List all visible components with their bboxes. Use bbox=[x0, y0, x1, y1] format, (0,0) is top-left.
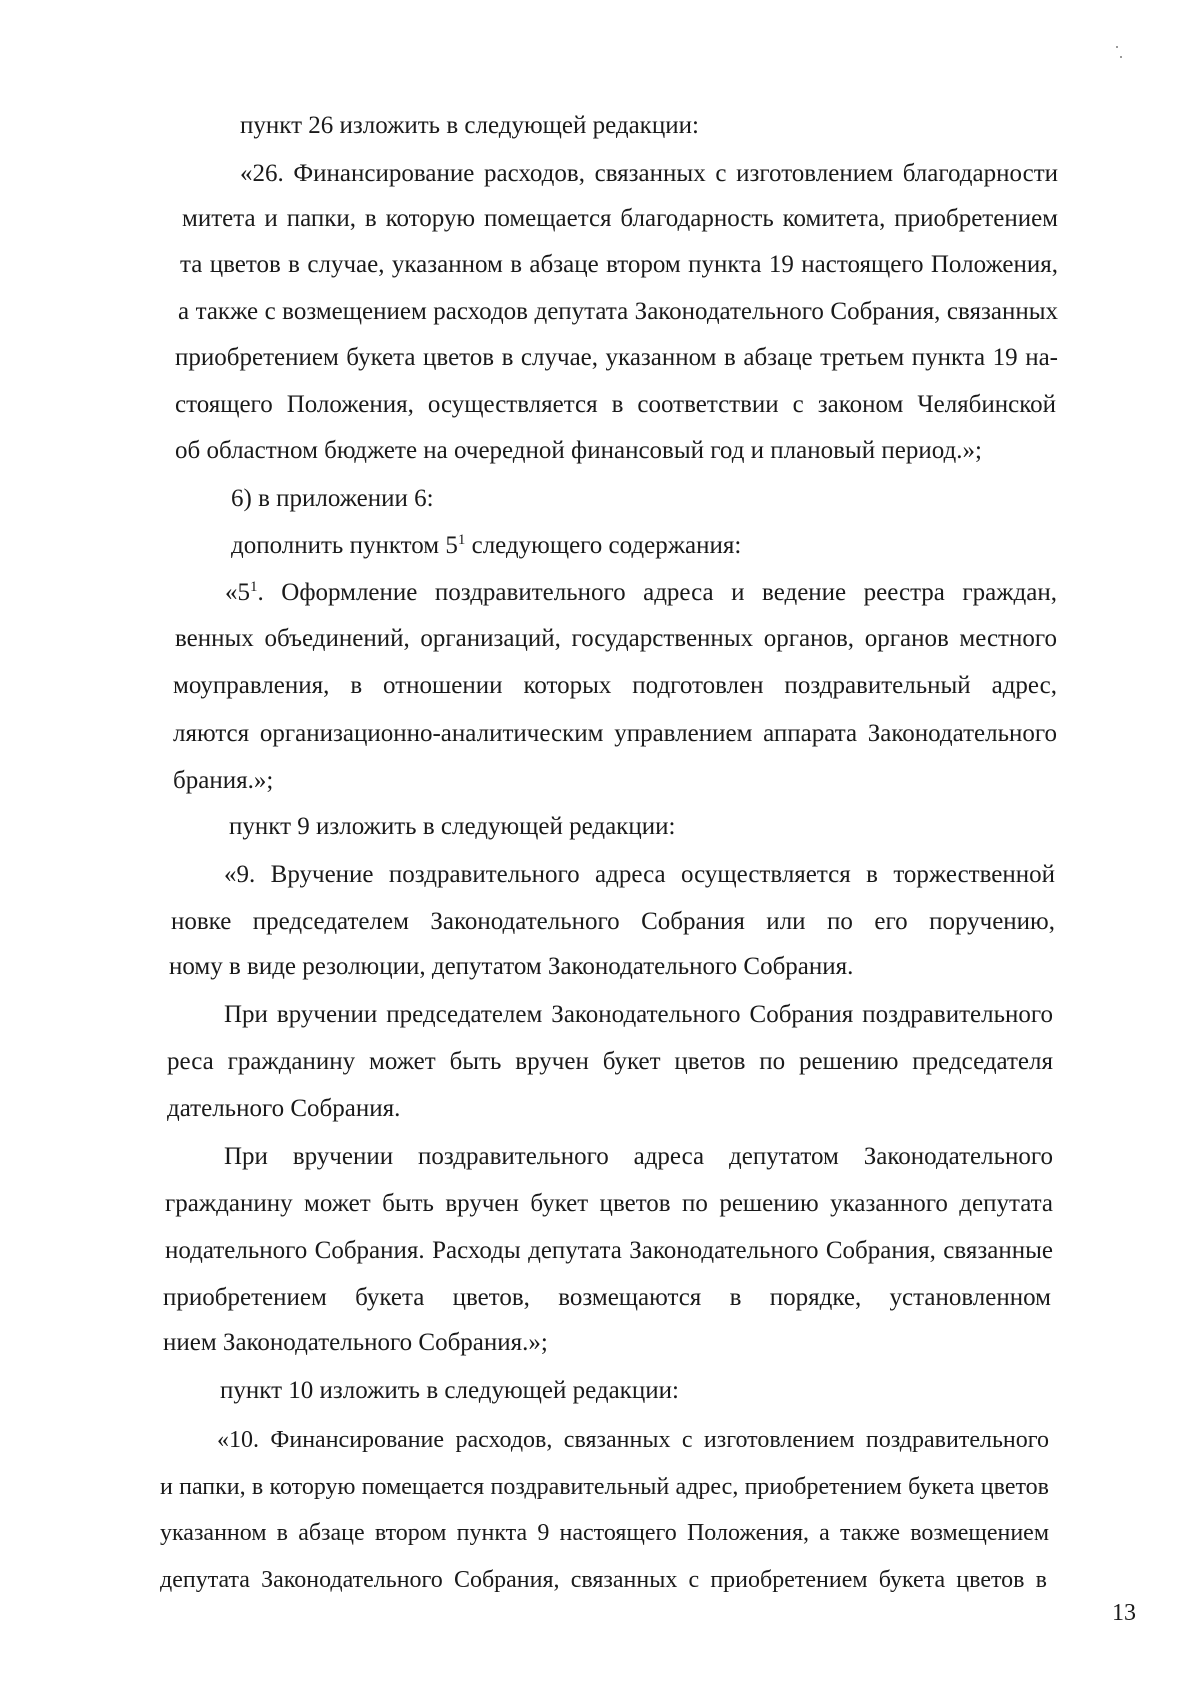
superscript: 1 bbox=[457, 532, 466, 548]
text-line: и папки, в которую помещается поздравительный адрес, приобретением букета цветов bbox=[160, 1474, 1049, 1500]
text-line: а также с возмещением расходов депутата Законодательного Собрания, связанных bbox=[178, 298, 1058, 325]
text-line: ному в виде резолюции, депутатом Законодательного Собрания. bbox=[169, 953, 854, 980]
line-text: «5 bbox=[225, 579, 250, 606]
text-line: нодательного Собрания. Расходы депутата Законодательного Собрания, связанные bbox=[165, 1237, 1053, 1264]
text-line: ляются организационно-аналитическим управлением аппарата Законодательного bbox=[173, 720, 1057, 747]
text-line: 6) в приложении 6: bbox=[231, 485, 434, 512]
line-text: следующего содержания: bbox=[465, 532, 742, 559]
text-line: При вручении поздравительного адреса депутатом Законодательного bbox=[224, 1143, 1053, 1170]
text-line: об областном бюджете на очередной финансовый год и плановый период.»; bbox=[175, 437, 982, 464]
text-line: моуправления, в отношении которых подготовлен поздравительный адрес, bbox=[173, 672, 1057, 699]
text-line: брания.»; bbox=[173, 767, 274, 794]
text-line: «10. Финансирование расходов, связанных с изготовлением поздравительного bbox=[217, 1427, 1049, 1453]
text-line bbox=[231, 531, 741, 561]
text-line bbox=[225, 578, 1057, 608]
line-text: . Оформление поздравительного адреса и ведение реестра граждан, bbox=[257, 579, 1057, 606]
text-line: депутата Законодательного Собрания, связанных с приобретением букета цветов в bbox=[160, 1567, 1047, 1593]
text-line: приобретением букета цветов, возмещаются в порядке, установленном bbox=[163, 1284, 1051, 1311]
text-line: пункт 26 изложить в следующей редакции: bbox=[240, 112, 699, 139]
text-line: нием Законодательного Собрания.»; bbox=[163, 1329, 548, 1356]
scan-speck bbox=[1120, 56, 1122, 58]
superscript: 1 bbox=[250, 579, 258, 595]
text-line: указанном в абзаце втором пункта 9 настоящего Положения, а также возмещением bbox=[160, 1520, 1049, 1546]
text-line: реса гражданину может быть вручен букет цветов по решению председателя bbox=[167, 1048, 1053, 1075]
text-line: митета и папки, в которую помещается благодарность комитета, приобретением bbox=[182, 205, 1058, 232]
text-line: «26. Финансирование расходов, связанных с изготовлением благодарности bbox=[240, 160, 1058, 187]
page-number: 13 bbox=[1112, 1600, 1136, 1626]
text-line: пункт 9 изложить в следующей редакции: bbox=[229, 813, 676, 840]
text-line: та цветов в случае, указанном в абзаце втором пункта 19 настоящего Положения, bbox=[180, 251, 1058, 278]
text-line: новке председателем Законодательного Собрания или по его поручению, bbox=[171, 908, 1055, 935]
text-line: При вручении председателем Законодательного Собрания поздравительного bbox=[224, 1001, 1053, 1028]
text-line: приобретением букета цветов в случае, указанном в абзаце третьем пункта 19 на- bbox=[175, 344, 1058, 371]
text-line: гражданину может быть вручен букет цветов по решению указанного депутата bbox=[165, 1190, 1053, 1217]
text-line: «9. Вручение поздравительного адреса осуществляется в торжественной bbox=[224, 861, 1055, 888]
text-line: дательного Собрания. bbox=[167, 1095, 401, 1122]
text-line: венных объединений, организаций, государственных органов, органов местного bbox=[175, 625, 1057, 652]
text-line: пункт 10 изложить в следующей редакции: bbox=[220, 1377, 679, 1404]
scan-speck bbox=[1116, 46, 1118, 48]
text-line: стоящего Положения, осуществляется в соответствии с законом Челябинской bbox=[175, 391, 1056, 418]
line-text: дополнить пунктом 5 bbox=[231, 532, 458, 559]
